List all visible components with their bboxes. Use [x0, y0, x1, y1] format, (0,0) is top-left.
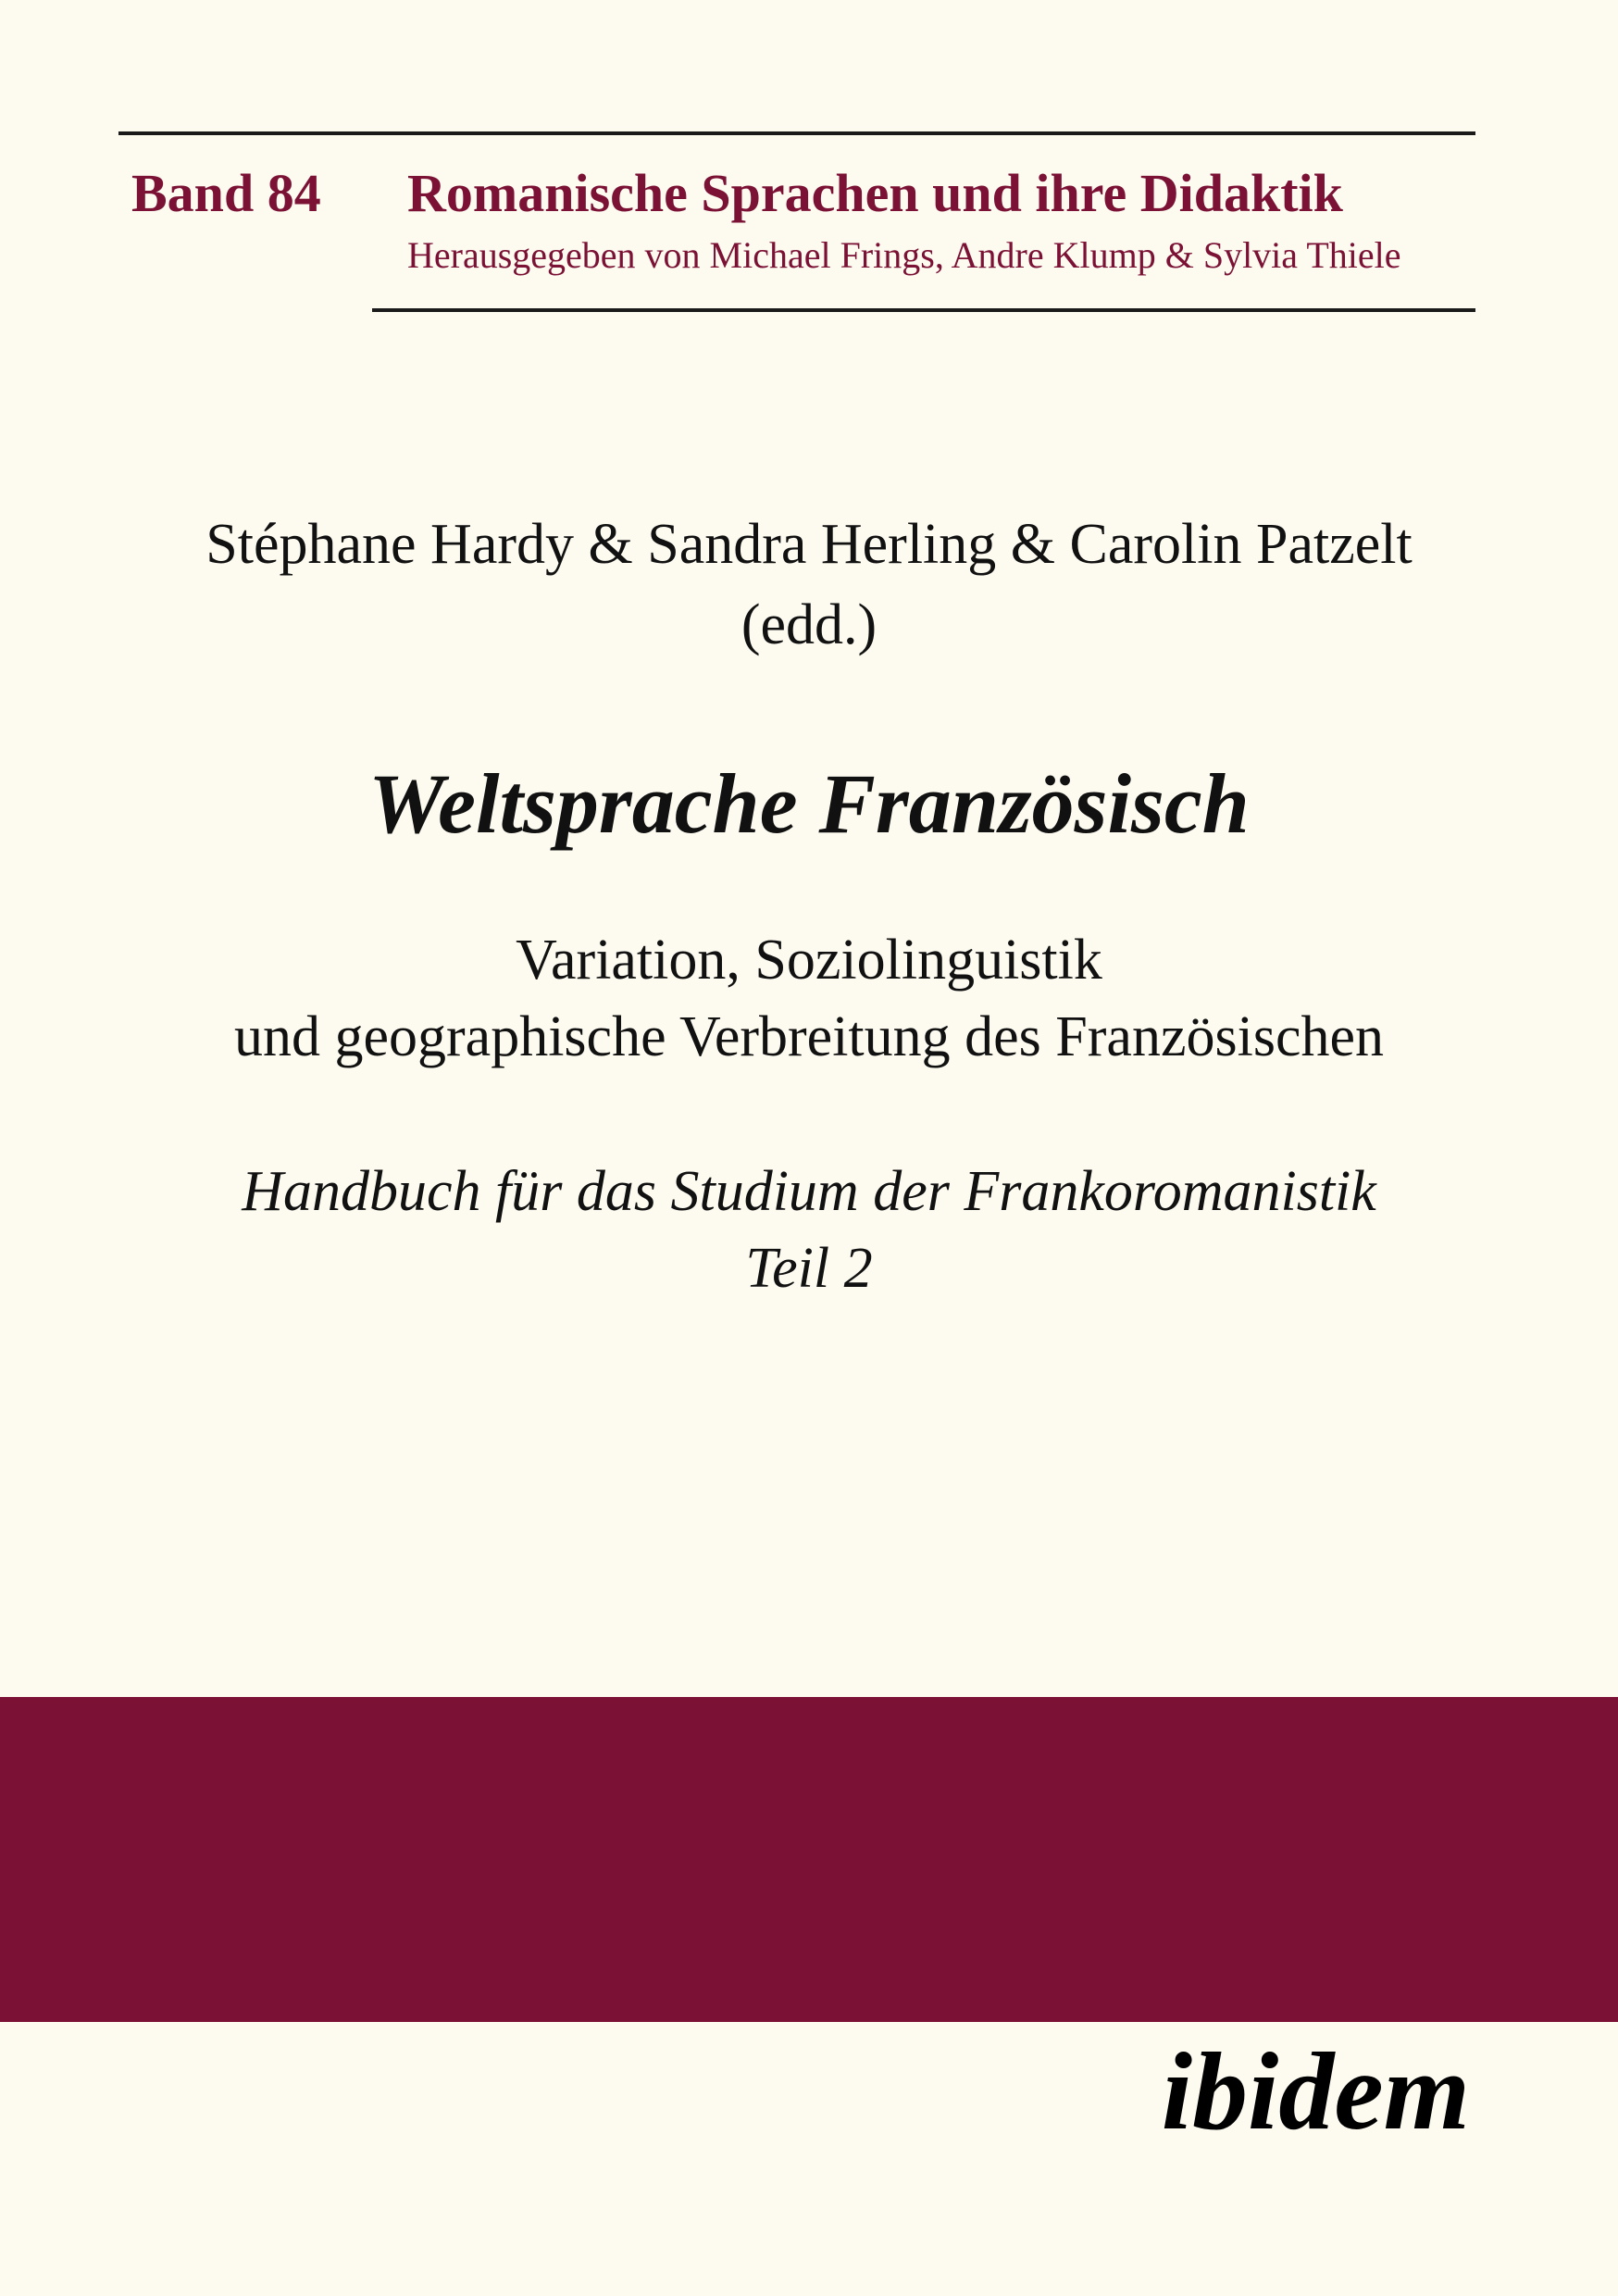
- book-editor-role: (edd.): [741, 593, 877, 656]
- series-editors: Herausgegeben von Michael Frings, Andre Klump & Sylvia Thiele: [407, 234, 1401, 276]
- series-top-rule: [118, 131, 1475, 135]
- book-title: Weltsprache Französisch: [368, 756, 1250, 851]
- handbook-line-1: Handbuch für das Studium der Frankoromanistik: [242, 1160, 1376, 1223]
- series-bottom-rule: [372, 308, 1475, 312]
- book-subtitle-line-2: und geographische Verbreitung des Französischen: [234, 1005, 1384, 1068]
- handbook-line-2: Teil 2: [745, 1237, 873, 1300]
- book-subtitle-line-1: Variation, Soziolinguistik: [516, 929, 1102, 992]
- series-volume-number: Band 84: [131, 163, 321, 223]
- publisher-logo: ibidem: [1161, 2029, 1470, 2152]
- series-title: Romanische Sprachen und ihre Didaktik: [407, 163, 1343, 223]
- book-authors: Stéphane Hardy & Sandra Herling & Carolin Patzelt: [205, 513, 1413, 576]
- accent-color-band: [0, 1697, 1618, 2022]
